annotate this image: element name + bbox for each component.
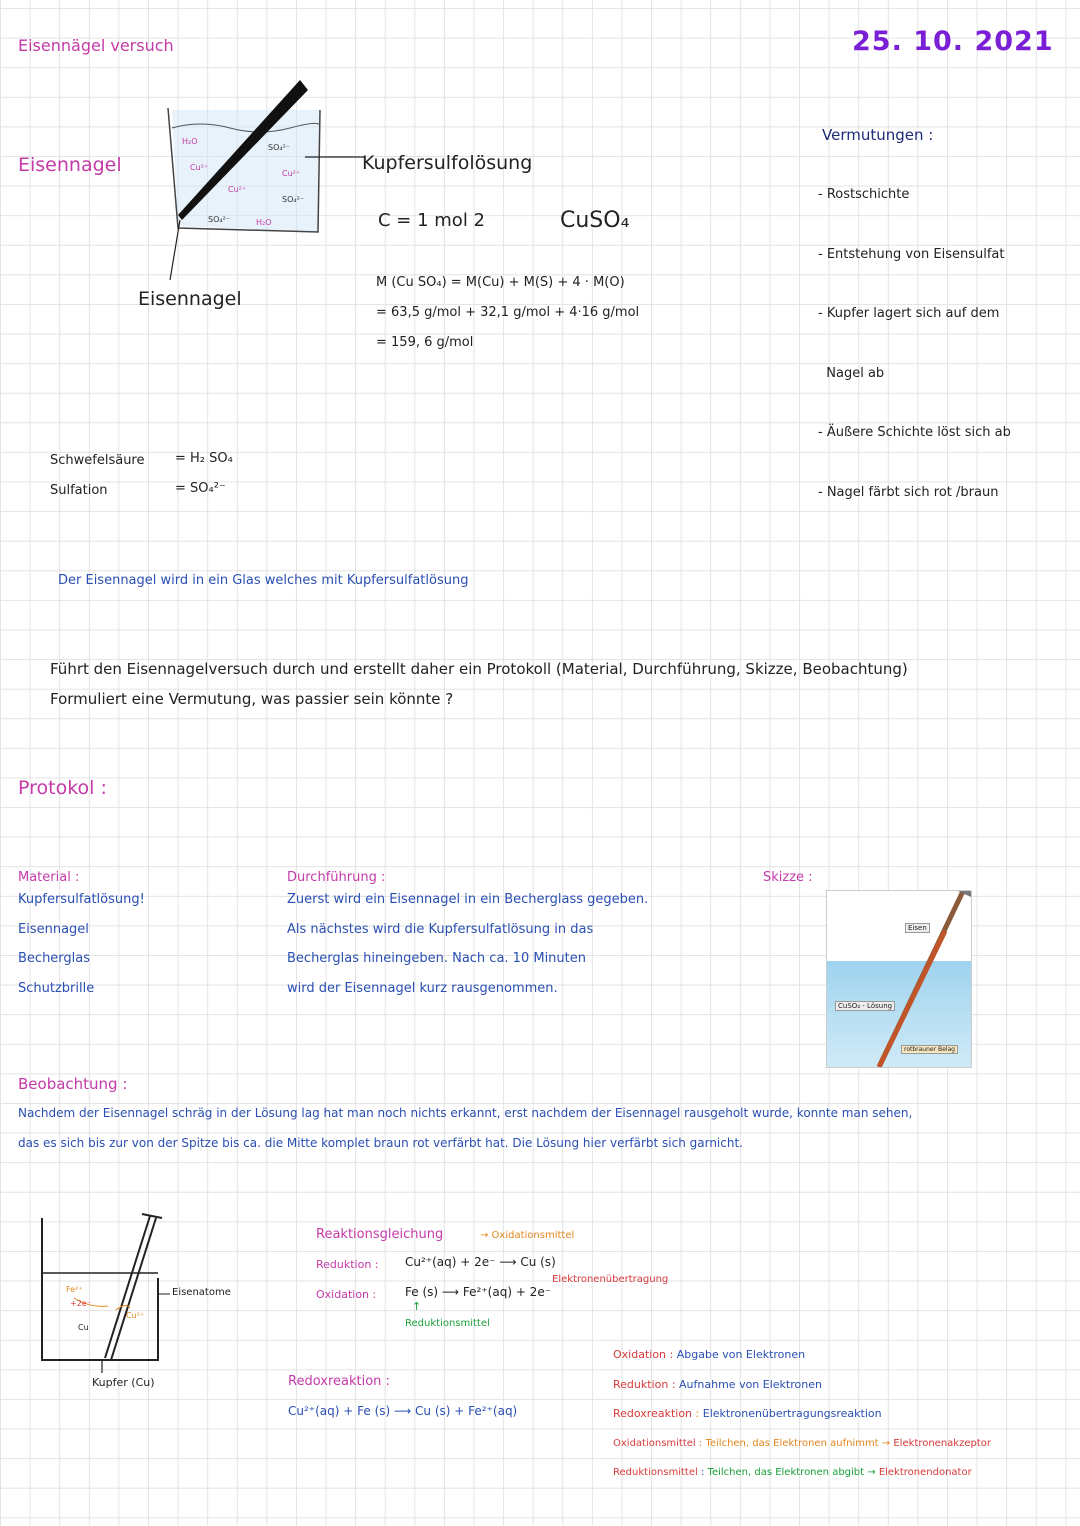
- durchfuehrung-title: Durchführung :: [287, 870, 386, 885]
- fe-label: Fe²⁺: [66, 1285, 83, 1294]
- ion-label: Cu²⁺: [190, 163, 209, 172]
- vermutungen-list: [818, 150, 1068, 523]
- list-item: - Entstehung von Eisensulfat: [818, 246, 1005, 262]
- beobachtung-title: Beobachtung :: [18, 1075, 128, 1093]
- skizze-image: [826, 890, 972, 1068]
- definition-text: Elektronenübertragungsreaktion: [702, 1407, 882, 1421]
- definition-extra: Elektronenakzeptor: [893, 1437, 991, 1449]
- ion-label: SO₄²⁻: [268, 143, 291, 152]
- list-item: Nagel ab: [818, 365, 885, 381]
- definition-sep: :: [669, 1348, 674, 1361]
- molar-mass-line2: = 63,5 g/mol + 32,1 g/mol + 4·16 g/mol: [376, 305, 640, 320]
- definition-term: Redoxreaktion: [613, 1407, 693, 1421]
- definition-sep: :: [700, 1467, 705, 1479]
- definition-row: [613, 1340, 1073, 1370]
- definition-term: Oxidation: [613, 1348, 667, 1361]
- reduktion-label: Reduktion :: [316, 1258, 379, 1271]
- material-list: [18, 885, 145, 1003]
- arrow-up-icon: ↑: [412, 1300, 422, 1313]
- page-date: 25. 10. 2021: [852, 26, 1054, 57]
- list-item: - Äußere Schichte löst sich ab: [818, 425, 1011, 441]
- protokoll-title: Protokol :: [18, 777, 107, 799]
- list-item: Becherglas: [18, 951, 91, 967]
- e-label: +2e⁻: [70, 1299, 91, 1308]
- ion-label: SO₄²⁻: [208, 215, 231, 224]
- list-item: Kupfersulfatlösung!: [18, 892, 145, 907]
- definition-text: Teilchen, das Elektronen abgibt →: [707, 1467, 876, 1479]
- task-line2: Formuliert eine Vermutung, was passier sein könnte ?: [50, 690, 454, 708]
- list-item: Becherglas hineingeben. Nach ca. 10 Minuten: [287, 951, 586, 967]
- beaker-sketch-1: [160, 70, 370, 285]
- definition-row: [613, 1370, 1073, 1400]
- skizze-label-loesung: CuSO₄ - Lösung: [835, 1001, 895, 1011]
- oxidation-label: Oxidation :: [316, 1288, 377, 1301]
- ion-label: Cu²⁺: [282, 169, 301, 178]
- definition-text: Abgabe von Elektronen: [676, 1348, 806, 1361]
- definition-sep: :: [671, 1377, 676, 1391]
- list-item: Zuerst wird ein Eisennagel in ein Becherglass gegeben.: [287, 892, 649, 907]
- redox-equation: Cu²⁺(aq) + Fe (s) ⟶ Cu (s) + Fe²⁺(aq): [288, 1404, 518, 1418]
- molar-mass-line3: = 159, 6 g/mol: [376, 335, 474, 350]
- ion-label: Cu²⁺: [228, 185, 247, 194]
- skizze-label-eisen: Eisen: [905, 923, 930, 933]
- reduktionsmittel-label: Reduktionsmittel: [405, 1318, 490, 1329]
- uebertragung-label: Elektronenübertragung: [552, 1274, 669, 1285]
- material-title: Material :: [18, 870, 80, 885]
- formula-cuso4: CuSO₄: [560, 208, 630, 233]
- term-name: Sulfation: [50, 483, 108, 498]
- skizze-title: Skizze :: [763, 870, 813, 885]
- definition-text: Teilchen, das Elektronen aufnimmt →: [705, 1437, 891, 1449]
- list-item: Eisennagel: [18, 921, 89, 937]
- cu2-label: Cu²⁺: [126, 1311, 145, 1320]
- oxidationsmittel-label: → Oxidationsmittel: [480, 1230, 575, 1241]
- skizze-label-belag: rotbrauner Belag: [901, 1045, 958, 1054]
- definition-sep: :: [698, 1437, 703, 1449]
- figure2-bottom-label: Kupfer (Cu): [92, 1376, 155, 1389]
- figure1-pointer-label: Kupfersulfolösung: [362, 152, 533, 174]
- beaker-sketch-2: [30, 1208, 260, 1398]
- term-name: Schwefelsäure: [50, 453, 145, 468]
- definition-term: Oxidationsmittel: [613, 1437, 696, 1449]
- beobachtung-line1: Nachdem der Eisennagel schräg in der Lösung lag hat man noch nichts erkannt, erst nachdem der Eisennagel rausgeholt wurde, konnte man sehen,: [18, 1106, 913, 1120]
- cu-label: Cu: [78, 1323, 89, 1332]
- definition-row: [613, 1399, 1073, 1429]
- molar-mass-line1: M (Cu SO₄) = M(Cu) + M(S) + 4 · M(O): [376, 275, 625, 290]
- ion-label: H₂O: [182, 137, 198, 146]
- list-item: Als nächstes wird die Kupfersulfatlösung in das: [287, 921, 594, 937]
- note-text: Der Eisennagel wird in ein Glas welches mit Kupfersulfatlösung: [58, 573, 469, 588]
- vermutungen-title: Vermutungen :: [822, 126, 934, 144]
- list-item: - Kupfer lagert sich auf dem: [818, 306, 1000, 322]
- nail-drawing: [827, 891, 971, 1067]
- list-item: - Nagel färbt sich rot /braun: [818, 484, 999, 500]
- term-value: = H₂ SO₄: [175, 451, 233, 466]
- list-item: Schutzbrille: [18, 980, 95, 996]
- reaction-title: Reaktionsgleichung: [316, 1227, 444, 1242]
- redox-title: Redoxreaktion :: [288, 1374, 390, 1389]
- definition-text: Aufnahme von Elektronen: [679, 1377, 822, 1391]
- definition-row: [613, 1458, 1073, 1488]
- beobachtung-line2: das es sich bis zur von der Spitze bis ca. die Mitte komplet braun rot verfärbt hat. Die Lösung hier verfärbt sich garnicht.: [18, 1136, 743, 1150]
- task-line1: Führt den Eisennagelversuch durch und erstellt daher ein Protokoll (Material, Durchführung, Skizze, Beobachtung): [50, 660, 908, 678]
- concentration: C = 1 mol 2: [378, 210, 485, 231]
- figure1-bottom-label: Eisennagel: [138, 288, 242, 310]
- list-item: wird der Eisennagel kurz rausgenommen.: [287, 980, 558, 996]
- definition-extra: Elektronendonator: [878, 1467, 972, 1479]
- figure1-left-label: Eisennagel: [18, 154, 122, 176]
- definition-term: Reduktionsmittel: [613, 1467, 698, 1479]
- list-item: - Rostschichte: [818, 187, 910, 202]
- definition-row: [613, 1429, 1073, 1459]
- definitions-list: [613, 1340, 1073, 1488]
- figure2-atoms-label: Eisenatome: [172, 1287, 231, 1298]
- ion-label: H₂O: [256, 218, 272, 227]
- reduktion-equation: Cu²⁺(aq) + 2e⁻ ⟶ Cu (s): [405, 1255, 556, 1269]
- oxidation-equation: Fe (s) ⟶ Fe²⁺(aq) + 2e⁻: [405, 1285, 552, 1299]
- definition-term: Reduktion: [613, 1377, 669, 1391]
- definition-sep: :: [695, 1407, 700, 1421]
- term-value: = SO₄²⁻: [175, 481, 226, 496]
- durchfuehrung-text: [287, 885, 648, 1003]
- ion-label: SO₄²⁻: [282, 195, 305, 204]
- page-title: Eisennägel versuch: [18, 36, 174, 55]
